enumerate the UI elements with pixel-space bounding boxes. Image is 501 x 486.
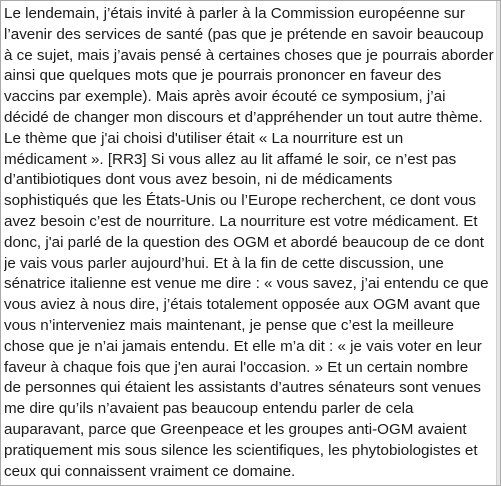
text-line: pratiquement mis sous silence les scientifiques, les phytobiologistes et (4, 441, 478, 459)
text-line: à ce sujet, mais j’avais pensé à certaines choses que je pourrais aborder (4, 46, 494, 64)
text-line: je vais vous parler aujourd’hui. Et à la fin de cette discussion, une (4, 254, 444, 272)
text-line: avez besoin c’est de nourriture. La nourriture est votre médicament. Et (4, 212, 478, 230)
text-line: de personnes qui étaient les assistants d’autres sénateurs sont venues (4, 379, 482, 397)
text-line: d’antibiotiques dont vous avez besoin, ni de médicaments (4, 171, 393, 189)
text-line: sophistiqués que les États-Unis ou l’Europe recherchent, ce dont vous (4, 192, 476, 210)
document-text[interactable] (4, 4, 498, 482)
text-line: Le thème que j'ai choisi d'utiliser était « La nourriture est un (4, 129, 404, 147)
vertical-scrollbar[interactable] (496, 1, 500, 485)
text-line: chose que je n’ai jamais entendu. Et elle m’a dit : « je vais voter en leur (4, 337, 482, 355)
text-line: Le lendemain, j’étais invité à parler à la Commission européenne sur (4, 5, 465, 22)
text-line: décidé de changer mon discours et d’appréhender un tout autre thème. (4, 108, 483, 126)
text-line: donc, j'ai parlé de la question des OGM et abordé beaucoup de ce dont (4, 233, 484, 251)
text-line: auparavant, parce que Greenpeace et les groupes anti-OGM avaient (4, 420, 467, 438)
text-line: me dire qu’ils n’avaient pas beaucoup entendu parler de cela (4, 400, 414, 418)
text-line: faveur à chaque fois que j'en aurai l'occasion. » Et un certain nombre (4, 358, 469, 376)
text-line: vaccins par exemple). Mais après avoir écouté ce symposium, j’ai (4, 88, 446, 106)
text-line: l’avenir des services de santé (pas que je prétende en savoir beaucoup (4, 25, 484, 43)
text-line: médicament ». [RR3] Si vous allez au lit affamé le soir, ce n’est pas (4, 150, 457, 168)
text-line: sénatrice italienne est venue me dire : « vous savez, j’ai entendu ce que (4, 275, 489, 293)
text-line: ceux qui connaissent vraiment ce domaine. (4, 462, 296, 480)
text-line: vous n’interveniez mais maintenant, je pense que c’est la meilleure (4, 316, 454, 334)
text-line: ainsi que quelques mots que je pourrais prononcer en faveur des (4, 67, 442, 85)
text-line: vous aviez à nous dire, j’étais totalement opposée aux OGM avant que (4, 296, 481, 314)
